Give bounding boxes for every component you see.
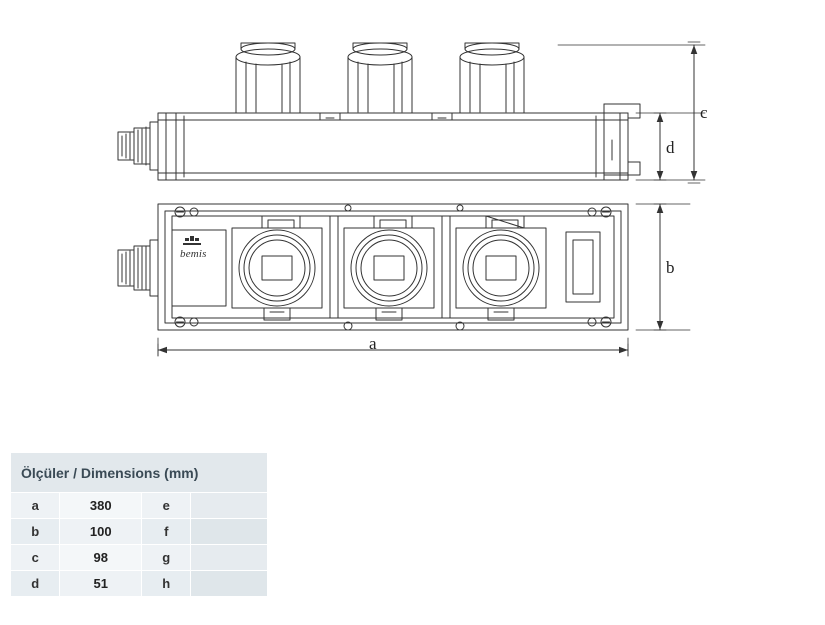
dimensions-table-title: Ölçüler / Dimensions (mm)	[11, 453, 268, 493]
dimension-label-a: a	[369, 334, 377, 353]
dim-value-d: 51	[60, 571, 142, 597]
dimension-label-c: c	[700, 103, 708, 122]
brand-logo-icon	[183, 236, 201, 245]
dim-value-b: 100	[60, 519, 142, 545]
dim-key-d: d	[11, 571, 60, 597]
table-row	[11, 571, 268, 597]
table-row	[11, 545, 268, 571]
front-face-view	[118, 204, 628, 330]
side-elevation-view	[118, 43, 640, 180]
dim-value-f	[191, 519, 268, 545]
table-row	[11, 519, 268, 545]
dim-value-c: 98	[60, 545, 142, 571]
dim-key-f: f	[142, 519, 191, 545]
dimension-label-b: b	[666, 258, 675, 277]
dimensions-table	[10, 452, 268, 597]
dimension-lines	[158, 42, 705, 356]
dim-key-h: h	[142, 571, 191, 597]
dim-key-g: g	[142, 545, 191, 571]
dim-key-e: e	[142, 493, 191, 519]
dim-value-e	[191, 493, 268, 519]
table-header-row	[11, 453, 268, 493]
dim-value-h	[191, 571, 268, 597]
dim-key-c: c	[11, 545, 60, 571]
dim-key-a: a	[11, 493, 60, 519]
dim-value-g	[191, 545, 268, 571]
table-row	[11, 493, 268, 519]
brand-wordmark: bemis	[180, 248, 207, 260]
dim-value-a: 380	[60, 493, 142, 519]
dimension-label-d: d	[666, 138, 675, 157]
dim-key-b: b	[11, 519, 60, 545]
